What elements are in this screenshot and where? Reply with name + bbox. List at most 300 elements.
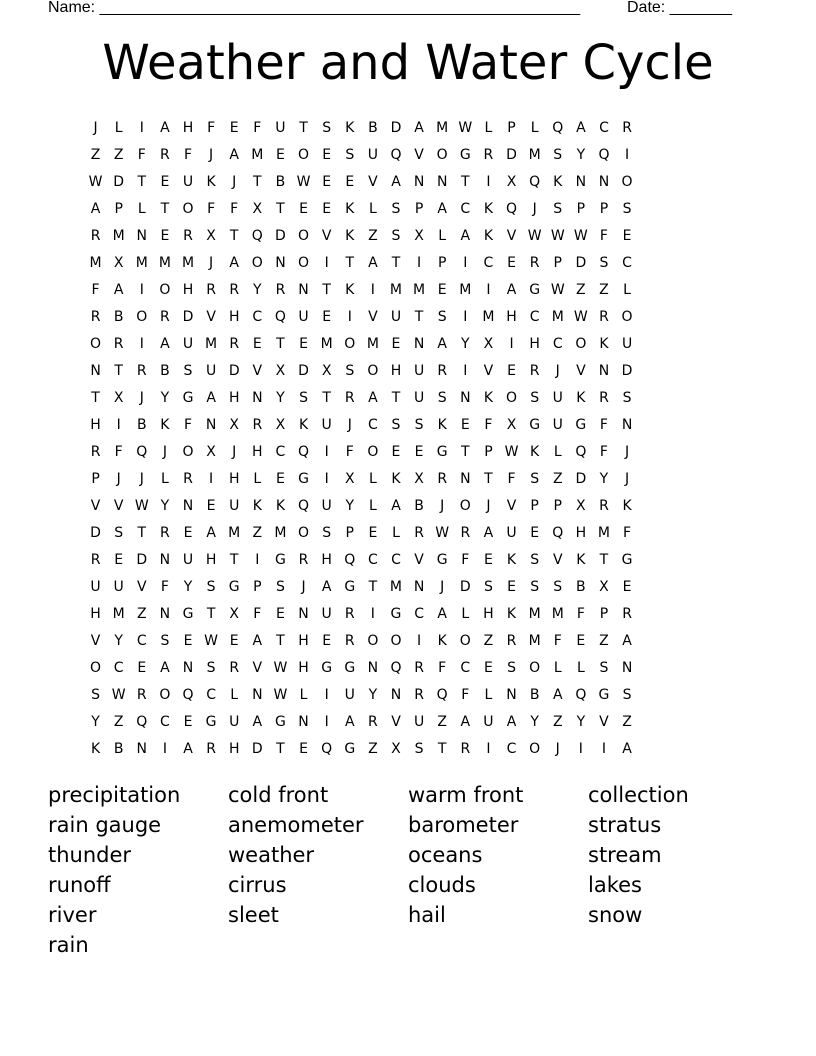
- grid-letter: V: [206, 308, 216, 325]
- grid-letter: O: [529, 740, 541, 757]
- grid-letter: R: [599, 497, 609, 514]
- grid-letter: N: [621, 659, 633, 676]
- grid-letter: A: [206, 389, 216, 406]
- grid-letter: Q: [136, 443, 148, 460]
- grid-letter: Q: [251, 227, 263, 244]
- grid-letter: D: [506, 146, 517, 163]
- grid-letter: R: [483, 146, 494, 163]
- grid-letter: U: [321, 416, 332, 433]
- grid-letter: A: [206, 524, 216, 541]
- grid-letter: V: [414, 551, 424, 568]
- word-list-item: warm front: [408, 783, 524, 807]
- grid-letter: X: [113, 254, 124, 271]
- grid-letter: F: [623, 524, 632, 541]
- grid-letter: S: [206, 659, 216, 676]
- grid-letter: H: [182, 281, 194, 298]
- word-list-item: snow: [588, 903, 643, 927]
- grid-letter: L: [461, 605, 470, 622]
- grid-letter: X: [414, 227, 424, 244]
- grid-letter: K: [298, 416, 309, 433]
- grid-letter: U: [229, 497, 240, 514]
- grid-letter: G: [275, 713, 286, 730]
- grid-letter: N: [436, 173, 448, 190]
- word-list-item: rain: [48, 933, 89, 957]
- grid-letter: L: [368, 470, 377, 487]
- grid-letter: C: [367, 416, 378, 433]
- grid-letter: A: [622, 632, 632, 649]
- grid-letter: L: [114, 119, 123, 136]
- grid-letter: U: [506, 524, 517, 541]
- grid-letter: Q: [552, 119, 564, 136]
- grid-letter: V: [552, 551, 563, 568]
- grid-letter: C: [506, 740, 517, 757]
- grid-letter: P: [414, 200, 424, 217]
- grid-row: [84, 573, 732, 600]
- grid-letter: O: [506, 389, 518, 406]
- grid-letter: K: [599, 335, 609, 352]
- word-list-item: thunder: [48, 843, 132, 867]
- grid-letter: E: [322, 632, 332, 649]
- grid-letter: I: [417, 254, 422, 271]
- grid-letter: H: [182, 119, 194, 136]
- grid-letter: K: [345, 281, 355, 298]
- grid-letter: F: [599, 443, 608, 460]
- grid-letter: E: [206, 497, 216, 514]
- grid-letter: U: [275, 119, 286, 136]
- grid-letter: T: [599, 551, 609, 568]
- grid-letter: M: [389, 281, 403, 298]
- grid-letter: L: [623, 281, 631, 298]
- grid-letter: L: [438, 227, 447, 244]
- grid-letter: D: [575, 470, 587, 487]
- grid-letter: N: [182, 659, 194, 676]
- grid-row: [84, 411, 732, 438]
- grid-letter: E: [229, 119, 239, 136]
- grid-letter: O: [136, 308, 148, 325]
- grid-letter: Q: [390, 659, 402, 676]
- grid-letter: M: [135, 254, 148, 271]
- grid-letter: U: [367, 146, 378, 163]
- grid-letter: I: [139, 281, 144, 298]
- grid-letter: T: [276, 632, 285, 649]
- grid-letter: M: [320, 335, 333, 352]
- grid-letter: R: [160, 146, 170, 163]
- grid-letter: R: [599, 389, 609, 406]
- grid-letter: D: [136, 551, 148, 568]
- grid-letter: K: [345, 227, 355, 244]
- grid-letter: A: [552, 686, 563, 703]
- grid-letter: R: [622, 605, 632, 622]
- grid-letter: E: [483, 659, 493, 676]
- grid-letter: T: [299, 119, 308, 136]
- grid-letter: C: [252, 308, 263, 325]
- grid-letter: S: [345, 146, 355, 163]
- grid-letter: J: [555, 740, 560, 757]
- grid-letter: X: [344, 470, 355, 487]
- grid-letter: M: [413, 281, 426, 298]
- grid-letter: Z: [252, 524, 263, 541]
- grid-letter: B: [136, 416, 147, 433]
- grid-letter: B: [529, 686, 540, 703]
- grid-letter: K: [622, 497, 632, 514]
- grid-letter: K: [576, 551, 586, 568]
- grid-letter: F: [599, 227, 608, 244]
- grid-letter: R: [414, 686, 424, 703]
- grid-letter: K: [483, 389, 493, 406]
- word-list-item: anemometer: [228, 813, 364, 837]
- grid-letter: Q: [575, 443, 587, 460]
- grid-letter: G: [390, 605, 402, 622]
- grid-letter: A: [437, 200, 447, 217]
- grid-letter: I: [209, 470, 214, 487]
- grid-letter: U: [113, 578, 124, 595]
- grid-letter: V: [368, 308, 378, 325]
- grid-letter: Y: [160, 389, 170, 406]
- grid-letter: P: [484, 443, 493, 460]
- grid-letter: W: [273, 686, 288, 703]
- grid-letter: M: [389, 578, 403, 595]
- grid-letter: I: [463, 308, 468, 325]
- grid-letter: A: [344, 713, 355, 730]
- grid-letter: C: [460, 200, 471, 217]
- grid-letter: X: [229, 605, 239, 622]
- grid-row: [84, 330, 732, 357]
- grid-letter: M: [528, 632, 541, 649]
- grid-letter: T: [461, 443, 470, 460]
- grid-letter: C: [159, 713, 170, 730]
- grid-letter: T: [322, 389, 331, 406]
- grid-letter: E: [437, 281, 447, 298]
- grid-letter: N: [621, 416, 633, 433]
- grid-letter: O: [621, 173, 633, 190]
- grid-letter: S: [391, 200, 401, 217]
- grid-letter: W: [435, 524, 450, 541]
- grid-letter: F: [253, 119, 262, 136]
- grid-letter: O: [90, 335, 102, 352]
- grid-letter: F: [207, 200, 216, 217]
- grid-letter: S: [599, 659, 609, 676]
- grid-letter: F: [183, 416, 193, 433]
- grid-letter: R: [183, 227, 193, 244]
- grid-letter: S: [183, 362, 193, 379]
- grid-letter: S: [299, 389, 308, 406]
- grid-letter: G: [436, 551, 448, 568]
- grid-letter: J: [555, 362, 560, 379]
- grid-letter: J: [93, 119, 98, 136]
- grid-letter: R: [229, 335, 240, 352]
- grid-letter: H: [506, 308, 517, 325]
- grid-letter: T: [137, 524, 147, 541]
- grid-letter: F: [599, 416, 608, 433]
- grid-letter: V: [90, 632, 101, 649]
- grid-letter: Q: [136, 713, 148, 730]
- grid-letter: G: [205, 713, 217, 730]
- grid-letter: P: [530, 497, 539, 514]
- grid-letter: J: [532, 200, 537, 217]
- grid-letter: A: [160, 659, 170, 676]
- grid-letter: T: [368, 578, 378, 595]
- grid-letter: I: [324, 254, 329, 271]
- grid-letter: R: [414, 659, 424, 676]
- grid-letter: Y: [253, 281, 262, 298]
- grid-letter: W: [204, 632, 219, 649]
- grid-letter: F: [183, 146, 193, 163]
- grid-letter: E: [345, 173, 355, 190]
- grid-letter: N: [159, 605, 171, 622]
- grid-letter: O: [251, 254, 263, 271]
- grid-letter: R: [183, 470, 193, 487]
- grid-letter: H: [390, 362, 402, 379]
- grid-letter: J: [116, 470, 121, 487]
- grid-letter: V: [391, 713, 401, 730]
- grid-letter: Z: [552, 713, 563, 730]
- grid-letter: N: [413, 173, 425, 190]
- grid-letter: E: [160, 173, 170, 190]
- grid-letter: B: [368, 119, 378, 136]
- grid-letter: T: [160, 200, 170, 217]
- letter-grid: [84, 114, 732, 762]
- grid-letter: Q: [436, 686, 448, 703]
- grid-letter: P: [599, 200, 609, 217]
- grid-letter: I: [370, 281, 375, 298]
- grid-letter: I: [486, 173, 491, 190]
- grid-letter: A: [576, 119, 586, 136]
- grid-letter: K: [252, 497, 262, 514]
- grid-letter: K: [576, 389, 586, 406]
- grid-letter: I: [463, 362, 468, 379]
- grid-letter: G: [182, 605, 194, 622]
- grid-letter: C: [275, 443, 286, 460]
- grid-letter: E: [183, 632, 193, 649]
- grid-letter: E: [368, 524, 378, 541]
- grid-letter: D: [575, 254, 587, 271]
- grid-letter: D: [459, 578, 471, 595]
- grid-letter: U: [229, 713, 240, 730]
- grid-letter: M: [528, 146, 541, 163]
- grid-letter: R: [460, 524, 471, 541]
- name-field-label: Name: ______________________________________________________: [48, 0, 581, 16]
- grid-letter: M: [551, 605, 564, 622]
- grid-letter: P: [553, 497, 562, 514]
- grid-letter: M: [482, 308, 495, 325]
- grid-letter: R: [136, 362, 147, 379]
- grid-letter: X: [506, 416, 517, 433]
- grid-letter: M: [459, 281, 472, 298]
- grid-letter: U: [182, 173, 194, 190]
- grid-letter: U: [413, 389, 425, 406]
- grid-letter: E: [391, 335, 401, 352]
- grid-letter: Y: [461, 335, 470, 352]
- grid-letter: F: [114, 443, 123, 460]
- grid-letter: I: [139, 119, 144, 136]
- word-list-item: collection: [588, 783, 689, 807]
- grid-letter: X: [483, 335, 494, 352]
- grid-letter: N: [182, 497, 194, 514]
- word-list-item: stream: [588, 843, 662, 867]
- grid-letter: U: [182, 335, 194, 352]
- word-list-item: river: [48, 903, 97, 927]
- grid-letter: P: [599, 605, 609, 622]
- grid-letter: R: [344, 605, 355, 622]
- grid-letter: R: [275, 281, 286, 298]
- grid-letter: V: [506, 227, 517, 244]
- grid-letter: Z: [599, 281, 609, 298]
- grid-letter: U: [321, 497, 332, 514]
- grid-letter: Q: [274, 308, 286, 325]
- grid-letter: J: [440, 578, 445, 595]
- grid-letter: K: [437, 632, 447, 649]
- grid-letter: O: [575, 335, 587, 352]
- grid-letter: G: [598, 686, 610, 703]
- word-list-item: weather: [228, 843, 315, 867]
- grid-letter: L: [392, 524, 400, 541]
- grid-letter: E: [229, 632, 239, 649]
- grid-letter: U: [90, 578, 101, 595]
- grid-letter: X: [206, 227, 216, 244]
- grid-letter: T: [276, 335, 285, 352]
- grid-letter: R: [599, 308, 609, 325]
- grid-letter: R: [206, 740, 216, 757]
- word-list-item: lakes: [588, 873, 642, 897]
- grid-letter: E: [414, 443, 424, 460]
- grid-letter: R: [252, 416, 263, 433]
- grid-letter: A: [368, 389, 378, 406]
- grid-letter: M: [597, 524, 610, 541]
- grid-letter: E: [507, 578, 516, 595]
- grid-letter: O: [182, 200, 194, 217]
- grid-letter: J: [440, 497, 445, 514]
- grid-letter: G: [621, 551, 633, 568]
- grid-letter: S: [414, 416, 424, 433]
- grid-letter: K: [437, 416, 447, 433]
- grid-letter: N: [460, 470, 471, 487]
- grid-letter: E: [507, 362, 516, 379]
- grid-letter: A: [414, 119, 424, 136]
- grid-letter: A: [252, 632, 263, 649]
- grid-letter: N: [298, 713, 309, 730]
- word-list: [48, 780, 768, 960]
- grid-letter: R: [529, 254, 540, 271]
- grid-letter: I: [162, 740, 167, 757]
- grid-letter: L: [299, 686, 308, 703]
- grid-letter: P: [114, 200, 123, 217]
- grid-row: [84, 708, 732, 735]
- grid-letter: R: [90, 443, 101, 460]
- grid-row: [84, 600, 732, 627]
- grid-letter: S: [530, 389, 540, 406]
- grid-letter: K: [345, 200, 355, 217]
- grid-letter: A: [252, 713, 263, 730]
- grid-letter: J: [209, 146, 214, 163]
- grid-letter: H: [575, 524, 587, 541]
- grid-letter: Q: [598, 146, 610, 163]
- grid-letter: R: [113, 335, 124, 352]
- word-list-item: hail: [408, 903, 446, 927]
- grid-letter: K: [391, 470, 401, 487]
- grid-letter: S: [160, 632, 170, 649]
- grid-letter: A: [90, 200, 101, 217]
- grid-letter: M: [158, 254, 171, 271]
- word-list-item: cold front: [228, 783, 329, 807]
- grid-letter: I: [417, 632, 422, 649]
- grid-letter: L: [253, 470, 262, 487]
- grid-letter: H: [298, 632, 309, 649]
- grid-letter: A: [460, 227, 471, 244]
- grid-letter: C: [367, 551, 378, 568]
- grid-letter: X: [576, 497, 586, 514]
- grid-letter: O: [298, 146, 310, 163]
- grid-letter: S: [391, 227, 401, 244]
- grid-letter: D: [182, 308, 194, 325]
- grid-letter: D: [228, 362, 240, 379]
- grid-letter: R: [368, 713, 378, 730]
- grid-letter: X: [275, 416, 286, 433]
- grid-letter: G: [344, 740, 356, 757]
- grid-letter: S: [414, 740, 424, 757]
- grid-letter: O: [621, 308, 633, 325]
- grid-letter: E: [622, 578, 632, 595]
- grid-row: [84, 168, 732, 195]
- grid-letter: M: [112, 605, 125, 622]
- grid-letter: K: [553, 173, 563, 190]
- grid-letter: X: [206, 443, 216, 460]
- grid-letter: G: [459, 146, 471, 163]
- grid-letter: R: [90, 308, 101, 325]
- grid-letter: C: [414, 605, 424, 622]
- grid-letter: X: [321, 362, 332, 379]
- grid-letter: M: [251, 146, 264, 163]
- grid-letter: V: [506, 497, 517, 514]
- grid-letter: E: [252, 335, 262, 352]
- grid-letter: S: [391, 416, 401, 433]
- grid-letter: J: [209, 254, 214, 271]
- grid-letter: N: [413, 335, 425, 352]
- word-list-item: cirrus: [228, 873, 287, 897]
- grid-letter: G: [529, 281, 541, 298]
- grid-letter: E: [183, 524, 193, 541]
- grid-letter: A: [229, 146, 239, 163]
- grid-letter: M: [528, 605, 541, 622]
- grid-letter: V: [599, 713, 609, 730]
- grid-letter: R: [460, 740, 471, 757]
- grid-letter: D: [90, 524, 101, 541]
- grid-letter: I: [625, 146, 630, 163]
- grid-letter: N: [390, 686, 402, 703]
- grid-letter: E: [622, 227, 632, 244]
- grid-letter: W: [88, 173, 103, 190]
- grid-letter: V: [90, 497, 101, 514]
- grid-row: [84, 222, 732, 249]
- grid-letter: J: [486, 497, 491, 514]
- grid-letter: N: [136, 740, 148, 757]
- grid-letter: O: [367, 632, 379, 649]
- grid-letter: W: [296, 173, 311, 190]
- grid-row: [84, 735, 732, 762]
- grid-letter: B: [113, 308, 124, 325]
- grid-letter: Q: [344, 551, 356, 568]
- grid-letter: W: [273, 659, 288, 676]
- grid-letter: X: [113, 389, 124, 406]
- grid-letter: M: [205, 335, 218, 352]
- grid-letter: F: [461, 551, 470, 568]
- grid-letter: Y: [599, 470, 609, 487]
- grid-letter: Q: [298, 443, 310, 460]
- grid-letter: J: [625, 443, 630, 460]
- grid-letter: A: [506, 281, 517, 298]
- page-title: Weather and Water Cycle: [102, 35, 714, 91]
- grid-letter: R: [90, 227, 101, 244]
- grid-letter: S: [553, 146, 563, 163]
